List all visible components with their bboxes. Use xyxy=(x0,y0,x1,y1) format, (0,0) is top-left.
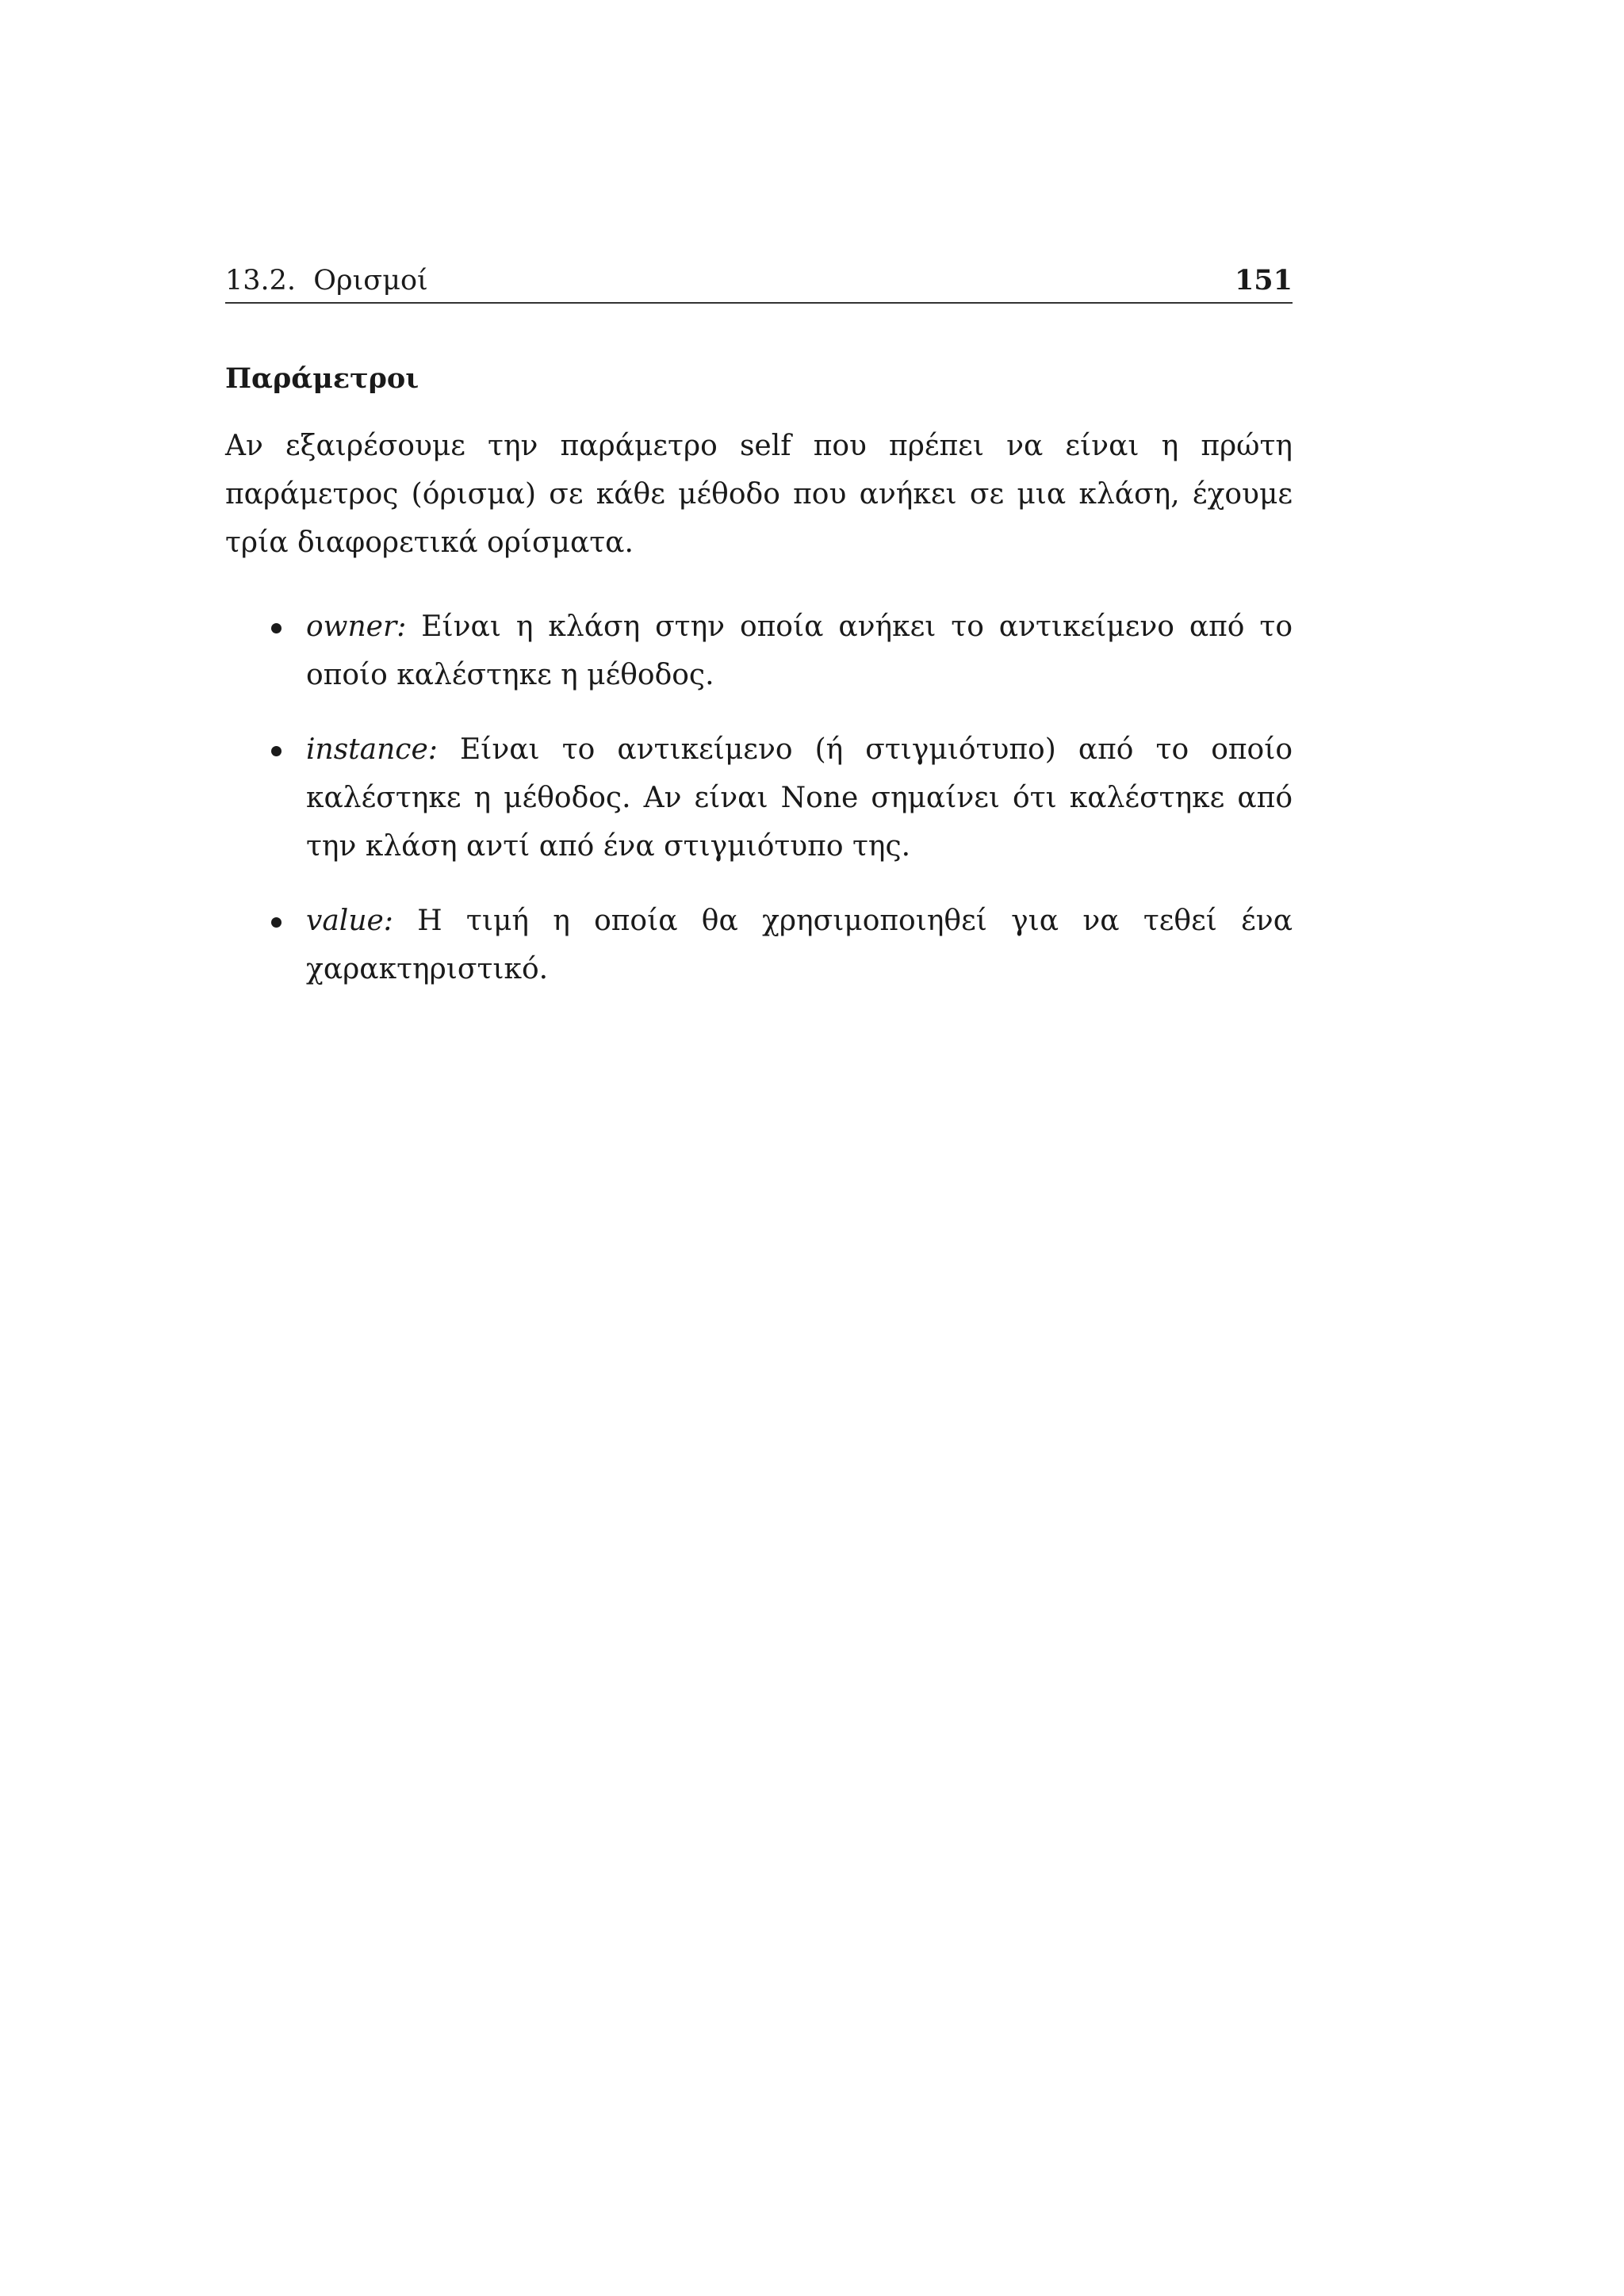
list-item-owner xyxy=(225,603,1293,699)
section-title: 13.2. Ορισμοί xyxy=(225,265,428,297)
running-head xyxy=(225,260,1293,301)
description-owner: Είναι η κλάση στην οποία ανήκει το αντικείμενο από το οποίο καλέστηκε η μέθοδος. xyxy=(306,610,1293,691)
page-number: 151 xyxy=(1234,264,1293,297)
bullet-icon xyxy=(271,917,282,928)
term-value: value: xyxy=(306,905,393,937)
list-item-value xyxy=(225,897,1293,993)
intro-paragraph: Αν εξαιρέσουμε την παράμετρο self που πρέπει να είναι η πρώτη παράμετρος (όρισμα) σε κάθε μέθοδο που ανήκει σε μια κλάση, έχουμε τρία διαφορετικά ορίσματα. xyxy=(225,430,1293,559)
parameter-list xyxy=(225,603,1293,1020)
term-instance: instance: xyxy=(306,733,438,766)
document-page xyxy=(225,0,1293,2296)
description-instance: Είναι το αντικείμενο (ή στιγμιότυπο) από το οποίο καλέστηκε η μέθοδος. Αν είναι None σημαίνει ότι καλέστηκε από την κλάση αντί από ένα στιγμιότυπο της. xyxy=(306,733,1293,863)
bullet-icon xyxy=(271,746,282,756)
header-rule xyxy=(225,302,1293,304)
bullet-icon xyxy=(271,623,282,633)
term-owner: owner: xyxy=(306,610,407,643)
subsection-heading: Παράμετροι xyxy=(225,362,419,395)
description-value: Η τιμή η οποία θα χρησιμοποιηθεί για να τεθεί ένα χαρακτηριστικό. xyxy=(306,905,1293,985)
list-item-instance xyxy=(225,725,1293,871)
